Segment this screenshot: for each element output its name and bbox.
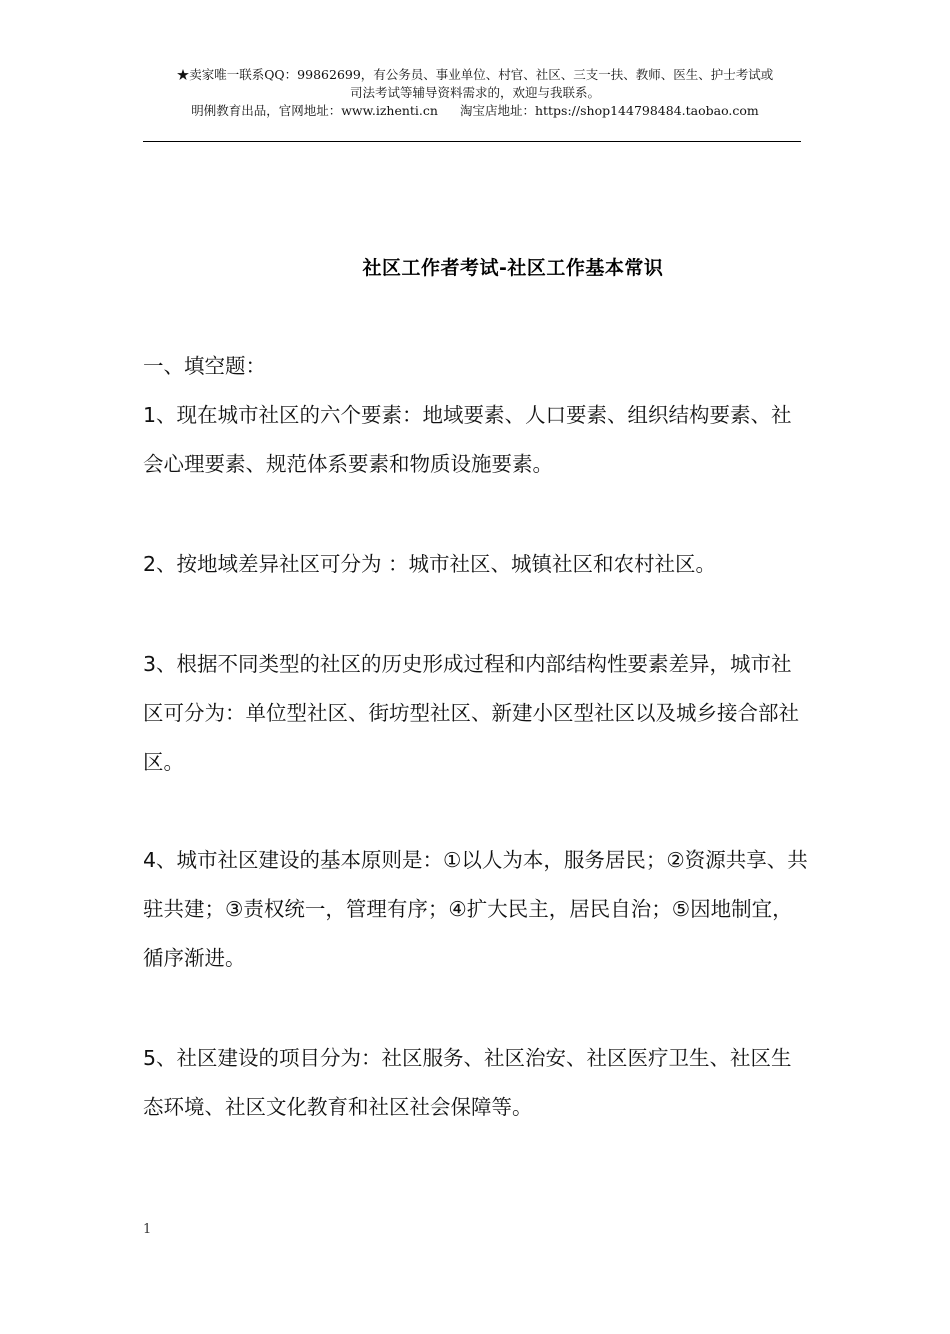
page-header <box>130 66 820 120</box>
section-heading: 一、填空题： <box>143 354 266 378</box>
question-3: 3、根据不同类型的社区的历史形成过程和内部结构性要素差异，城市社区可分为：单位型社区、街坊型社区、新建小区型社区以及城乡接合部社区。 <box>143 652 799 774</box>
question-4: 4、城市社区建设的基本原则是：①以人为本，服务居民；②资源共享、共驻共建；③责权统一，管理有序；④扩大民主，居民自治；⑤因地制宜，循序渐进。 <box>143 848 808 970</box>
question-1: 1、现在城市社区的六个要素：地域要素、人口要素、组织结构要素、社会心理要素、规范体系要素和物质设施要素。 <box>143 403 792 476</box>
header-links-line <box>130 102 820 120</box>
document-title: 社区工作者考试-社区工作基本常识 <box>362 257 664 279</box>
question-2: 2、按地域差异社区可分为 ：城市社区、城镇社区和农村社区。 <box>143 552 717 576</box>
header-website: 明俐教育出品，官网地址：www.izhenti.cn <box>191 103 438 118</box>
header-contact-line-continued: 司法考试等辅导资料需求的，欢迎与我联系。 <box>349 85 600 100</box>
header-shop-address: 淘宝店地址：https://shop144798484.taobao.com <box>459 103 759 118</box>
question-5: 5、社区建设的项目分为：社区服务、社区治安、社区医疗卫生、社区生态环境、社区文化教育和社区社会保障等。 <box>143 1046 792 1119</box>
header-contact-line: ★卖家唯一联系QQ：99862699，有公务员、事业单位、村官、社区、三支一扶、教师、医生、护士考试或 <box>176 67 774 82</box>
page-number: 1 <box>143 1222 152 1237</box>
header-divider <box>143 141 801 142</box>
